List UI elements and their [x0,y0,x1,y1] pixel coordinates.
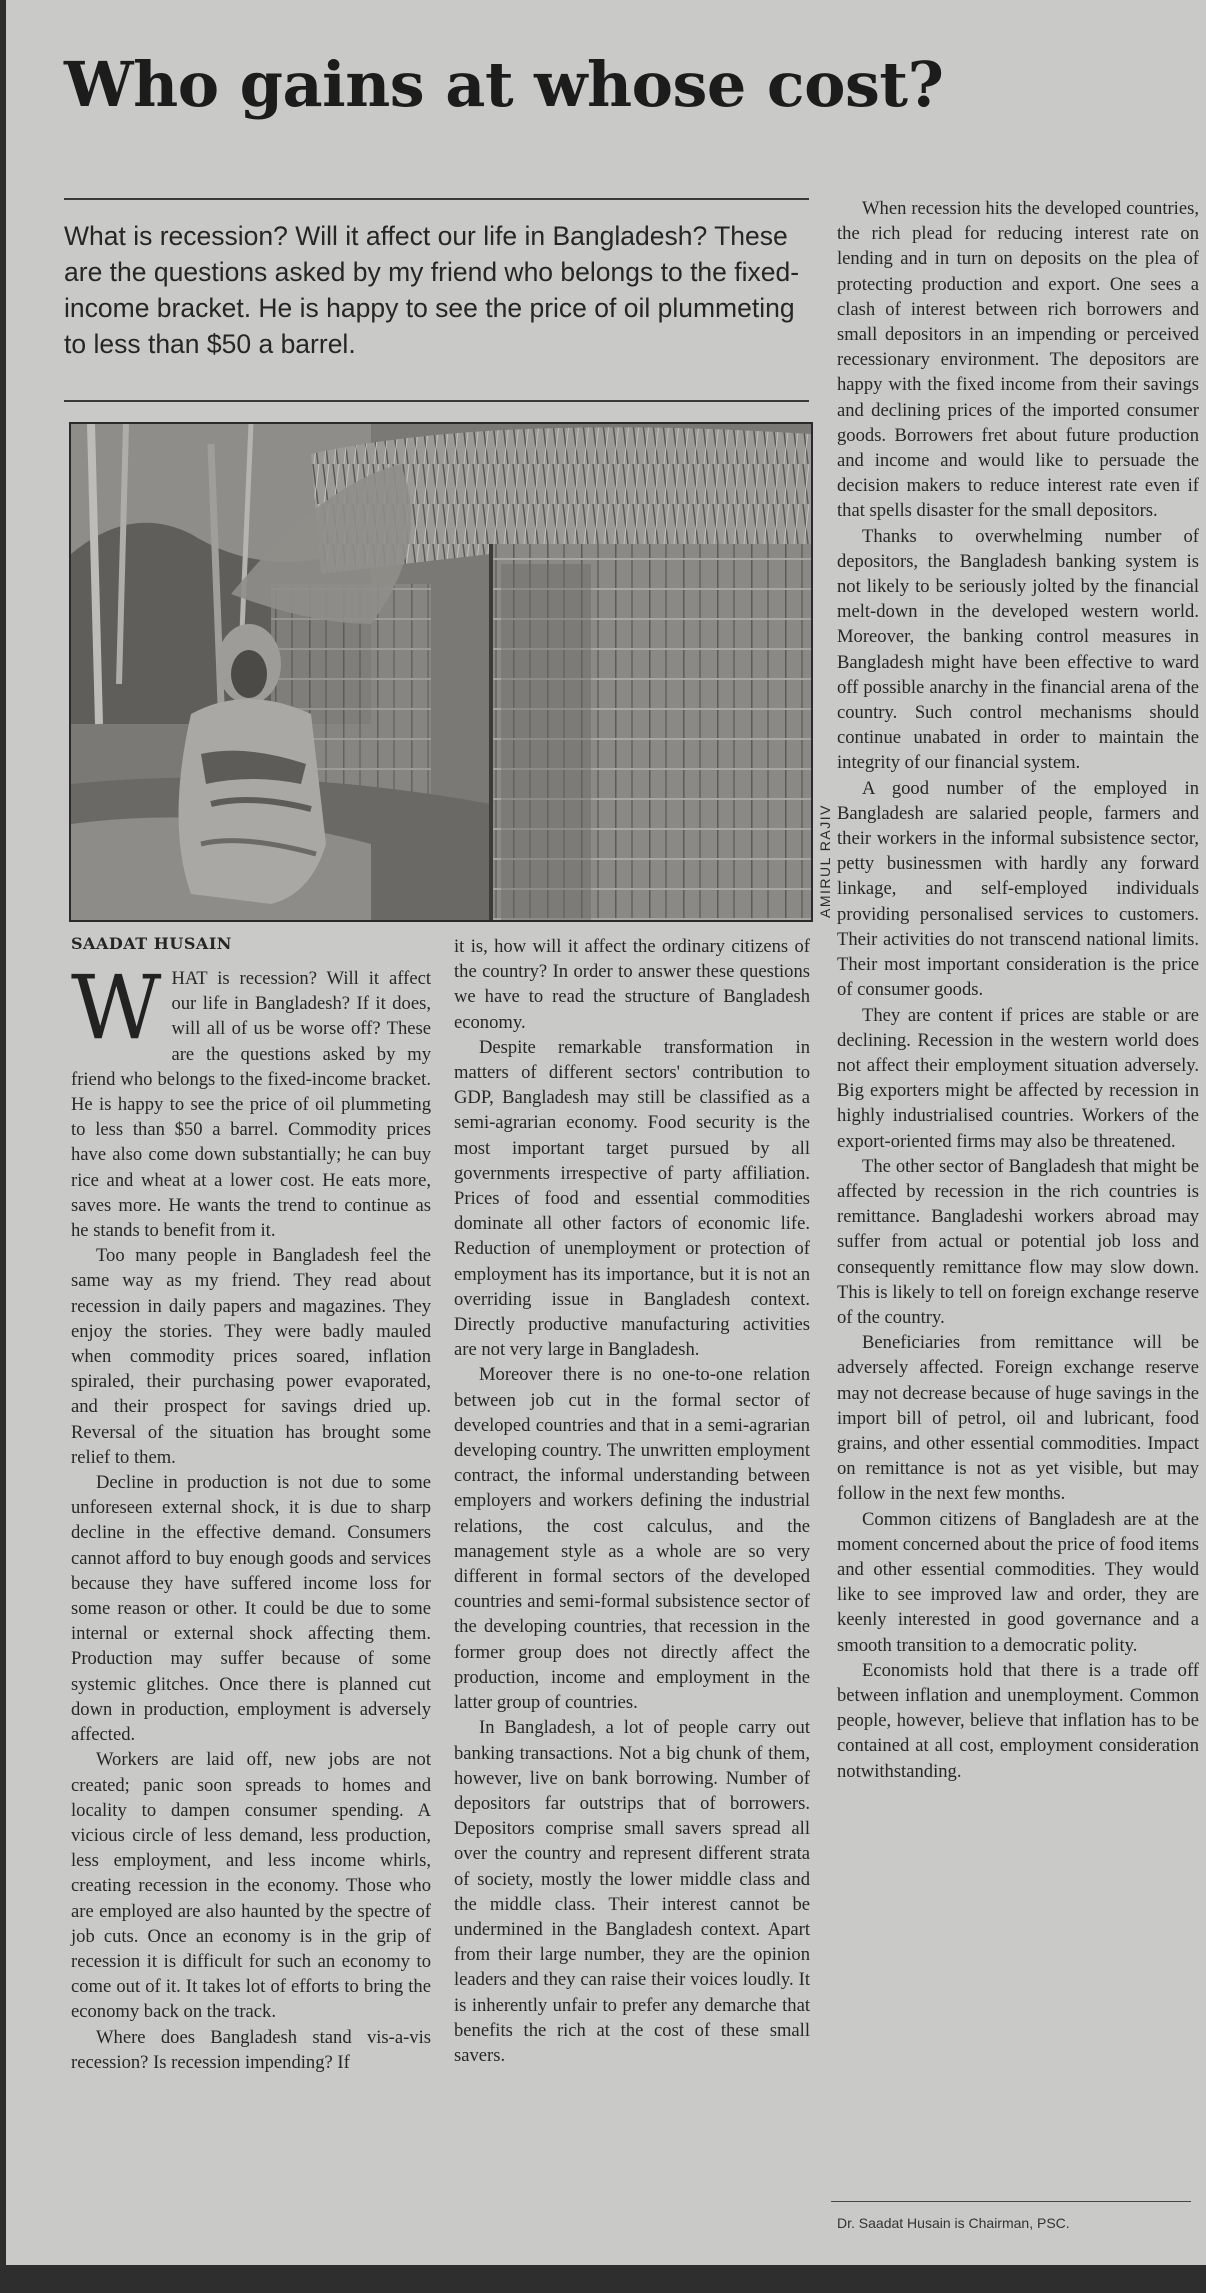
paragraph: When recession hits the developed countries, the rich plead for reducing interest rate on lending and in turn on deposits on the plea of protecting production and export. One sees a clash of interest between rich borrowers and small depositors in an impending or perceived recessionary environment. The depositors are happy with the fixed income from their savings and declining prices of the imported consumer goods. Borrowers fret about future production and income and would like to persuade the decision makers to reduce interest rate even if that spells disaster for the small depositors. [837,198,1199,522]
author-footnote: Dr. Saadat Husain is Chairman, PSC. [837,2215,1070,2231]
paragraph: Decline in production is not due to some unforeseen external shock, it is due to sharp decline in the effective demand. Consumers cannot afford to buy enough goods and services because they have suffered income loss for some reason or other. It could be due to some internal or external shock affecting them. Production may suffer because of some systemic glitches. Once there is planned cut down in production, employment is adversely affected. [71,1472,431,1746]
article-column-2 [454,934,810,2068]
paragraph: Despite remarkable transformation in matters of different sectors' contribution to GDP, Bangladesh may still be classified as a semi-agrarian economy. Food security is the most important target pursued by all governments irrespective of party affiliation. Prices of food and essential commodities dominate all other factors of economic life. Reduction of unemployment or protection of employment has its importance, but it is not an overriding issue in Bangladesh context. Directly productive manufacturing activities are not very large in Bangladesh. [454,1036,810,1361]
paragraph: Where does Bangladesh stand vis-a-vis recession? Is recession impending? If [71,2026,431,2073]
article-photo [69,422,813,922]
paragraph: They are content if prices are stable or are declining. Recession in the western world does not affect their employment situation adversely. Big exporters might be affected by recession in highly industrialised countries. Workers of the export-oriented firms may also be threatened. [837,1004,1199,1152]
paragraph: Economists hold that there is a trade off between inflation and unemployment. Common people, however, believe that inflation has to be contained at all cost, employment consideration notwithstanding. [837,1659,1199,1782]
headline: Who gains at whose cost? [64,48,944,121]
paragraph: A good number of the employed in Bangladesh are salaried people, farmers and their workers in the informal subsistence sector, petty businessmen with hardly any forward linkage, and self-employed individuals providing personalised services to customers. Their activities do not transcend national limits. Their most important consideration is the price of consumer goods. [837,777,1199,1001]
standfirst: What is recession? Will it affect our life in Bangladesh? These are the questions asked by my friend who belongs to the fixed-income bracket. He is happy to see the price of oil plummeting to less than $50 a barrel. [64,221,800,359]
drop-cap: W [71,956,162,1059]
paragraph-text: HAT is recession? Will it affect our life in Bangladesh? If it does, will all of us be worse off? These are the questions asked by my friend who belongs to the fixed-income bracket. He is happy to see the price of oil plummeting to less than $50 a barrel. Commodity prices have also come down substantially; he can buy rice and wheat at a lower cost. He eats more, saves more. He wants the trend to continue as he stands to benefit from it. [71,968,431,1242]
standfirst-bottom-rule [64,400,809,402]
standfirst-top-rule [64,198,809,200]
photo-credit: AMIRUL RAJIV [817,804,833,918]
byline: SAADAT HUSAIN [71,934,232,953]
paragraph: it is, how will it affect the ordinary citizens of the country? In order to answer these questions we have to read the structure of Bangladesh economy. [454,936,810,1033]
paragraph: In Bangladesh, a lot of people carry out banking transactions. Not a big chunk of them, however, live on bank borrowing. Number of depositors far outstrips that of borrowers. Depositors comprise small savers spread all over the country and represent different strata of society, mostly the lower middle class and the middle class. Their interest cannot be undermined in the Bangladesh context. Apart from their large number, they are the opinion leaders and they can raise their voices loudly. It is inherently unfair to prefer any demarche that benefits the rich at the cost of these small savers. [454,1717,810,2066]
paragraph: Too many people in Bangladesh feel the same way as my friend. They read about recession in daily papers and magazines. They enjoy the stories. They were badly mauled when commodity prices soared, inflation spiraled, their purchasing power evaporated, and their prospect for savings dried up. Reversal of the situation has brought some relief to them. [71,1245,431,1468]
newspaper-page [6,0,1206,2265]
paragraph: Common citizens of Bangladesh are at the moment concerned about the price of food items and other essential commodities. They would like to see improved law and order, they are keenly interested in good governance and a smooth transition to a democratic polity. [837,1508,1199,1656]
paragraph [71,956,431,1243]
article-column-1 [71,956,431,2075]
paragraph: Workers are laid off, new jobs are not created; panic soon spreads to homes and locality to dampen consumer spending. A vicious circle of less demand, less production, less employment, and less income whirls, creating recession in the economy. Those who are employed are also haunted by the spectre of job cuts. Once an economy is in the grip of recession it is difficult for such an economy to come out of it. It takes lot of efforts to bring the economy back on the track. [71,1749,431,2023]
paragraph: The other sector of Bangladesh that might be affected by recession in the rich countries is remittance. Bangladeshi workers abroad may suffer from actual or potential job loss and consequently remittance flow may slow down. This is likely to tell on foreign exchange reserve of the country. [837,1155,1199,1328]
paragraph: Moreover there is no one-to-one relation between job cut in the formal sector of developed countries and that in a semi-agrarian developing country. The unwritten employment contract, the informal understanding between employers and workers defining the industrial relations, the cost calculus, and the management style as a whole are so very different in formal sectors of the developed countries and semi-formal subsistence sector of the developing countries, that recession in the former group does not directly affect the production, income and employment in the latter group of countries. [454,1364,810,1714]
article-column-3 [837,196,1199,1784]
paragraph: Thanks to overwhelming number of depositors, the Bangladesh banking system is not likely to be seriously jolted by the financial melt-down in the developed western world. Moreover, the banking control measures in Bangladesh might have been effective to ward off possible anarchy in the financial arena of the country. Such control mechanisms should continue unabated in order to maintain the integrity of our financial system. [837,525,1199,774]
footnote-rule [831,2201,1191,2202]
photo-village-woman-hut [71,424,811,920]
paragraph: Beneficiaries from remittance will be adversely affected. Foreign exchange reserve may not decrease because of huge savings in the import bill of petrol, oil and lubricant, food grains, and other essential commodities. Impact on remittance is not as yet visible, but may follow in the next few months. [837,1332,1199,1505]
